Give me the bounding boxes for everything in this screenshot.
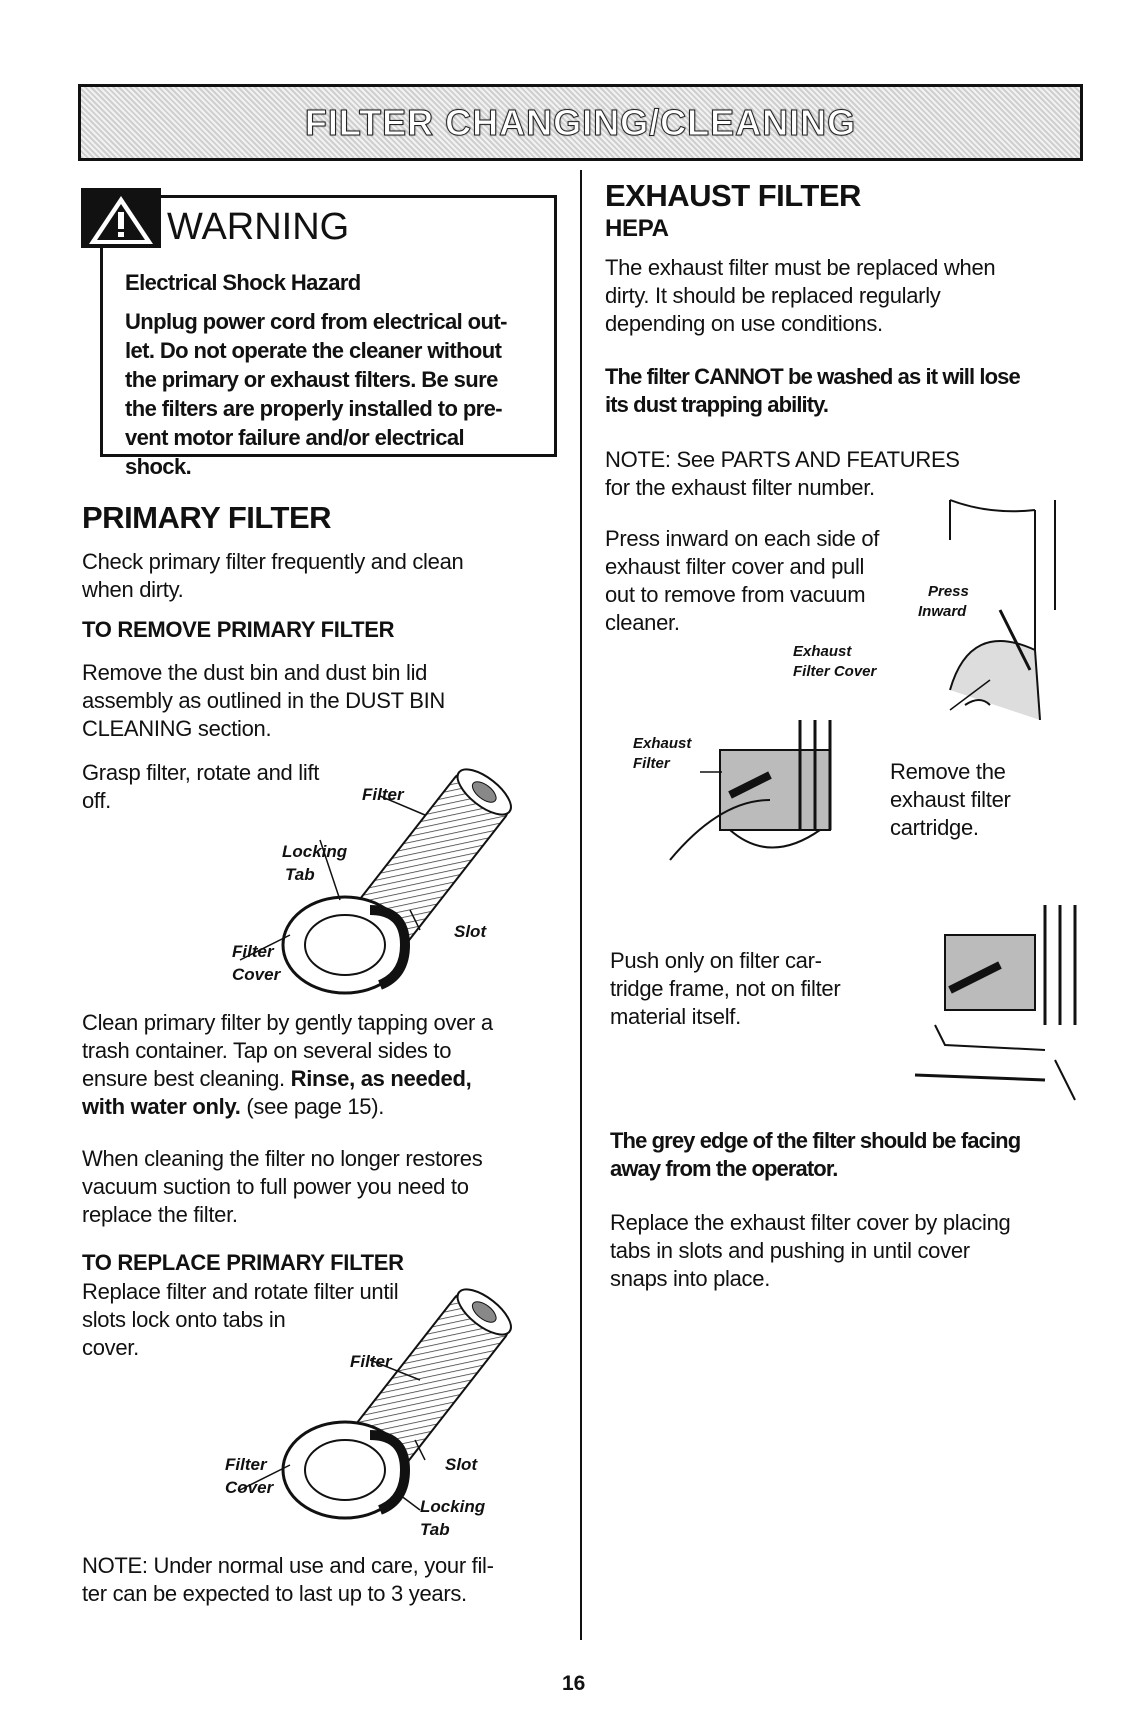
remove-cartridge-line: exhaust filter [890,787,1011,812]
exhaust-cartridge-illustration [660,720,890,880]
warning-box [100,195,557,479]
replace-cover-text [610,1209,1010,1293]
fig1-filter-label: Filter [362,785,404,804]
page-title: FILTER CHANGING/CLEANING [304,101,857,143]
replace-line: slots lock onto tabs in [82,1307,286,1332]
fig3-exhaust-label: Exhaust [793,643,852,660]
clean-line: ensure best cleaning. [82,1066,291,1091]
warning-line: Unplug power cord from electrical out- [125,309,507,334]
fig1-locking-label: Locking [282,842,348,861]
replace-cover-line: Replace the exhaust filter cover by placing [610,1210,1011,1235]
push-cartridge-illustration [905,905,1085,1105]
page-number: 16 [562,1672,586,1695]
clean-primary-text [82,1009,493,1121]
exhaust-note-line: for the exhaust filter number. [605,475,875,500]
fig3-inward-label: Inward [918,603,967,620]
warning-icon [85,192,157,248]
fig1-slot-label: Slot [454,922,487,941]
exhaust-intro [605,254,995,338]
fig4-exhaust-label: Exhaust [633,735,692,752]
remove-cartridge-text [890,758,1011,842]
warning-line: the primary or exhaust filters. Be sure [125,367,498,392]
primary-note [82,1552,494,1608]
column-divider [580,170,582,1640]
clean-tail: (see page 15). [240,1094,385,1119]
primary-note-line: NOTE: Under normal use and care, your fil- [82,1553,494,1578]
press-line: cleaner. [605,610,680,635]
remove-line: Remove the dust bin and dust bin lid [82,660,428,685]
exhaust-intro-line: depending on use conditions. [605,311,883,336]
replace-note-line: vacuum suction to full power you need to [82,1174,469,1199]
fig4-filter-label: Filter [633,755,670,772]
clean-bold: Rinse, as needed, [290,1066,472,1091]
exhaust-cover-illustration [890,490,1060,720]
remove-primary-heading: TO REMOVE PRIMARY FILTER [82,617,395,642]
replace-line: Replace filter and rotate filter until [82,1279,399,1304]
press-inward-text [605,525,879,637]
fig2-slot-label: Slot [445,1455,478,1474]
grey-edge-note [610,1127,1020,1183]
fig1-cover-label: Cover [232,965,281,984]
fig2-filter-label: Filter [350,1352,392,1371]
replace-note-line: replace the filter. [82,1202,238,1227]
exhaust-note-line: NOTE: See PARTS AND FEATURES [605,447,960,472]
remove-line: assembly as outlined in the DUST BIN [82,688,445,713]
exhaust-intro-line: The exhaust filter must be replaced when [605,255,996,280]
remove-primary-text [82,659,445,743]
remove-cartridge-line: cartridge. [890,815,979,840]
replace-cover-line: tabs in slots and pushing in until cover [610,1238,970,1263]
press-line: Press inward on each side of [605,526,880,551]
warning-line: the filters are properly installed to pre- [125,396,503,421]
fig3-press-label: Press [928,583,969,600]
replace-note-line: When cleaning the filter no longer restores [82,1146,483,1171]
exhaust-no-wash-warning [605,363,1020,419]
replace-note-text [82,1145,482,1229]
push-line: material itself. [610,1004,741,1029]
no-wash-line: its dust trapping ability. [605,392,829,417]
no-wash-line: The filter CANNOT be washed as it will lose [605,364,1020,389]
fig1-tab-label: Tab [285,865,315,884]
warning-line: shock. [125,454,192,479]
grasp-line: Grasp filter, rotate and lift [82,760,320,785]
warning-title: WARNING [167,206,350,248]
primary-intro-line: Check primary filter frequently and clean [82,549,464,574]
clean-bold: with water only. [82,1094,241,1119]
fig2-filter-cover-label: Filter [225,1455,267,1474]
press-line: exhaust filter cover and pull [605,554,865,579]
fig2-tab-label: Tab [420,1520,450,1539]
warning-line: let. Do not operate the cleaner without [125,338,502,363]
exhaust-filter-heading: EXHAUST FILTER [605,178,861,213]
grey-edge-line: away from the operator. [610,1156,838,1181]
exhaust-intro-line: dirty. It should be replaced regularly [605,283,941,308]
replace-cover-line: snaps into place. [610,1266,771,1291]
clean-line: Clean primary filter by gently tapping over a [82,1010,493,1035]
warning-body [125,268,545,481]
primary-intro-line: when dirty. [82,577,184,602]
warning-hazard: Electrical Shock Hazard [125,270,361,295]
page-banner [78,84,1083,161]
warning-line: vent motor failure and/or electrical [125,425,465,450]
fig2-locking-label: Locking [420,1497,486,1516]
primary-filter-heading: PRIMARY FILTER [82,500,332,535]
remove-cartridge-line: Remove the [890,759,1006,784]
primary-filter-replace-illustration [220,1285,550,1545]
grey-edge-line: The grey edge of the filter should be facing [610,1128,1021,1153]
clean-line: trash container. Tap on several sides to [82,1038,452,1063]
push-line: tridge frame, not on filter [610,976,841,1001]
push-line: Push only on filter car- [610,948,822,973]
press-line: out to remove from vacuum [605,582,866,607]
fig3-filter-cover-label: Filter Cover [793,663,877,680]
primary-note-line: ter can be expected to last up to 3 years. [82,1581,467,1606]
hepa-subheading: HEPA [605,215,669,242]
grasp-line: off. [82,788,111,813]
push-cartridge-text [610,947,840,1031]
replace-line: cover. [82,1335,139,1360]
replace-primary-heading: TO REPLACE PRIMARY FILTER [82,1250,404,1275]
primary-intro [82,548,463,604]
fig1-filter-cover-label: Filter [232,942,274,961]
remove-line: CLEANING section. [82,716,272,741]
fig2-cover-label: Cover [225,1478,274,1497]
